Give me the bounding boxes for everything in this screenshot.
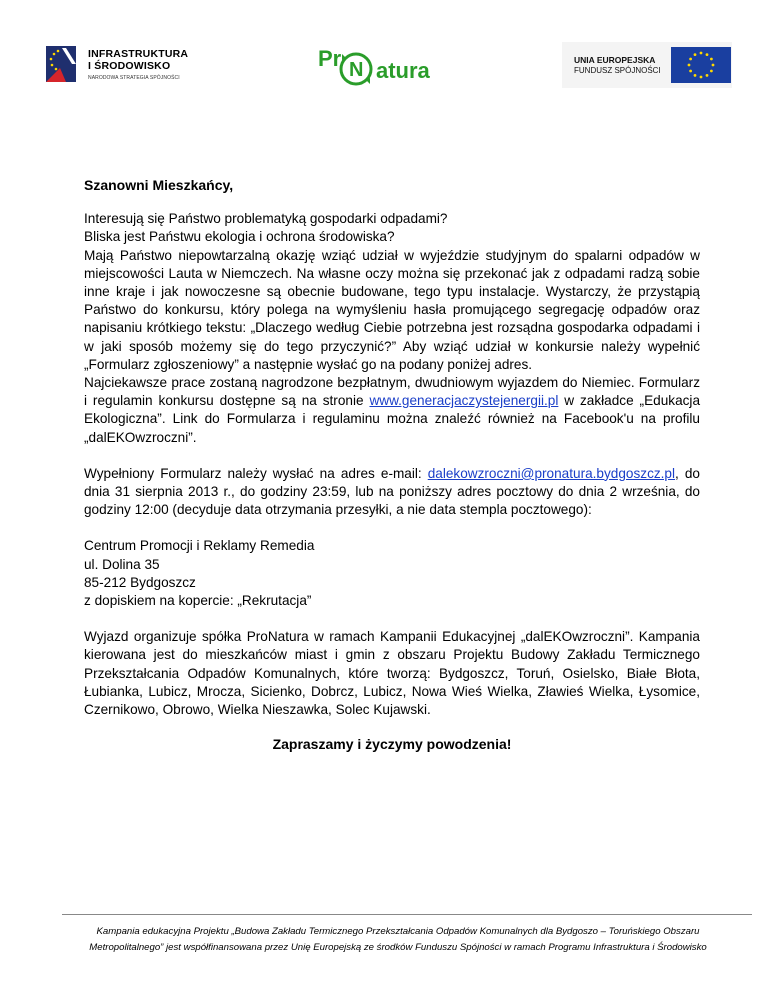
eu-logo-line2: FUNDUSZ SPÓJNOŚCI [574, 66, 661, 75]
logo-pr-text: Pr [318, 46, 342, 71]
logo-left-line3: NARODOWA STRATEGIA SPÓJNOŚCI [88, 75, 180, 81]
paragraph-prizes-text-end: w zakładce „Edukacja Ekologiczna”. Link do Formularza i regulaminu można znaleźć również na Facebook'u na profilu „dalEKOwzroczni”. [84, 393, 701, 445]
logo-atura-text: atura [376, 58, 430, 83]
greeting: Szanowni Mieszkańcy, [84, 177, 234, 193]
pronatura-logo [318, 44, 453, 90]
paragraph-submission [84, 465, 700, 520]
eu-logo-line1: UNIA EUROPEJSKA [574, 55, 656, 65]
email-link[interactable]: dalekowzroczni@pronatura.bydgoszcz.pl [427, 465, 676, 481]
paragraph-contest: Mają Państwo niepowtarzalną okazję wziąć udział w wyjeździe studyjnym do spalarni odpadów w miejscowości Lauta w Niemczech. Na własne oczy można się przekonać jak z odpadami radzą sobie inne kraje i jak nowoczesne są obecnie budowane, tego typu instalacje. Wystarczy, że przystąpią Państwo do konkursu, który polega na wymyśleniu hasła promującego segregację odpadów oraz napisaniu krótkiego tekstu: „Dlaczego według Ciebie potrzebna jest rozsądna gospodarka odpadami i w jaki sposób możemy się do tego przyczynić?” Aby wziąć udział w konkursie należy wypełnić „Formularz zgłoszeniowy” a następnie wysłać go na podany poniżej adres. [84, 247, 700, 372]
paragraph-prizes [84, 374, 700, 447]
address-line-3: 85-212 Bydgoszcz [84, 574, 196, 590]
footer-line-1: Kampania edukacyjna Projektu „Budowa Zakładu Termicznego Przekształcania Odpadów Komunalnych dla Bydgoszo – Toruńskiego Obszaru [96, 926, 700, 937]
paragraph-submission-text: Wypełniony Formularz należy wysłać na adres e-mail: [84, 465, 428, 481]
paragraph-organizer: Wyjazd organizuje spółka ProNatura w ramach Kampanii Edukacyjnej „dalEKOwzroczni”. Kampania kierowana jest do mieszkańców miast i gmin z obszaru Projektu Budowy Zakładu Termicznego Przekształcania Odpadów Komunalnych, które tworzą: Bydgoszcz, Toruń, Osielsko, Białe Błota, Łubianka, Lubicz, Mrocza, Sicienko, Dobrcz, Lubicz, Nowa Wieś Wielka, Zławieś Wielka, Łysomice, Czernikowo, Obrowo, Wielka Nieszawka, Solec Kujawski. [84, 629, 700, 718]
closing-line: Zapraszamy i życzymy powodzenia! [272, 736, 512, 753]
footer-divider [62, 914, 752, 915]
paragraph-prizes-text: Najciekawsze prace zostaną nagrodzone bezpłatnym, dwudniowym wyjazdem do Niemiec. Formularz i regulamin konkursu dostępne są na stronie [84, 375, 700, 409]
intro-line-1: Interesują się Państwo problematyką gospodarki odpadami? [84, 211, 448, 227]
logo-left-line1: INFRASTRUKTURA [88, 48, 189, 60]
eu-cohesion-fund-logo [562, 42, 732, 88]
infrastruktura-logo [44, 42, 214, 88]
logo-left-line2: I ŚRODOWISKO [88, 60, 171, 72]
address-line-4: z dopiskiem na kopercie: „Rekrutacja” [84, 593, 312, 609]
address-line-1: Centrum Promocji i Reklamy Remedia [84, 538, 315, 554]
footer-line-2: Metropolitalnego” jest współfinansowana przez Unię Europejską ze środków Funduszu Spójności w ramach Programu Infrastruktura i Środowisko [89, 942, 707, 953]
address-line-2: ul. Dolina 35 [84, 556, 160, 572]
footer-note [48, 924, 748, 956]
paragraph-submission-text-end: , do dnia 31 sierpnia 2013 r., do godziny 23:59, lub na poniższy adres pocztowy do dnia 2 września, do godziny 12:00 (decyduje data otrzymania przesyłki, a nie data stempla pocztowego): [84, 465, 700, 518]
poland-eu-flag-icon [44, 42, 82, 86]
eu-flag-icon [671, 47, 731, 83]
website-link[interactable]: www.generacjaczystejenergii.pl [369, 393, 559, 409]
logo-n-text: N [349, 59, 364, 81]
intro-line-2: Bliska jest Państwu ekologia i ochrona środowiska? [84, 229, 395, 245]
letter-body [84, 176, 700, 767]
